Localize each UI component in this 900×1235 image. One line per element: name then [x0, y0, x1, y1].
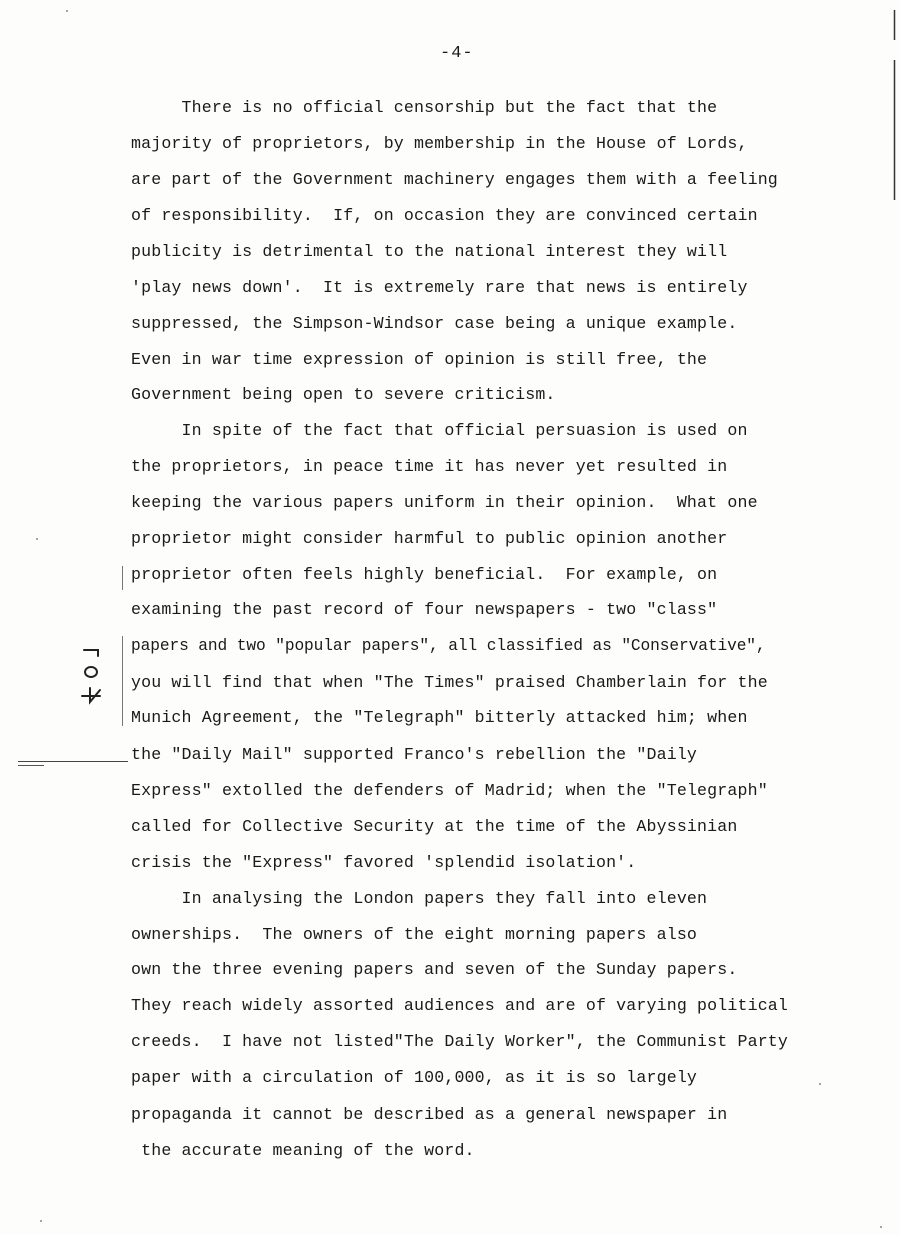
text-line: papers and two "popular papers", all classified as "Conservative",	[131, 637, 766, 655]
scan-speck	[880, 1226, 882, 1228]
text-line: examining the past record of four newspapers - two "class"	[131, 600, 718, 619]
text-line: creeds. I have not listed"The Daily Worker", the Communist Party	[131, 1032, 789, 1051]
text-line: Munich Agreement, the "Telegraph" bitterly attacked him; when	[131, 708, 748, 727]
margin-bar	[122, 636, 123, 726]
text-line: Government being open to severe criticism.	[131, 385, 556, 404]
text-line: you will find that when "The Times" praised Chamberlain for the	[131, 673, 768, 692]
scan-speck	[40, 1220, 42, 1222]
text-line: suppressed, the Simpson-Windsor case being a unique example.	[131, 314, 738, 333]
scan-edge	[893, 0, 896, 220]
text-line: paper with a circulation of 100,000, as it is so largely	[131, 1068, 698, 1087]
text-line: keeping the various papers uniform in their opinion. What one	[131, 493, 758, 512]
text-line: the accurate meaning of the word.	[131, 1141, 475, 1160]
text-line: propaganda it cannot be described as a general newspaper in	[131, 1105, 728, 1124]
scan-speck	[819, 1083, 821, 1085]
text-line: They reach widely assorted audiences and are of varying political	[131, 996, 789, 1015]
text-line: own the three evening papers and seven of the Sunday papers.	[131, 960, 738, 979]
text-line: proprietor might consider harmful to public opinion another	[131, 529, 728, 548]
text-line: In spite of the fact that official persuasion is used on	[131, 421, 748, 440]
text-line: 'play news down'. It is extremely rare that news is entirely	[131, 278, 748, 297]
text-line: called for Collective Security at the time of the Abyssinian	[131, 817, 738, 836]
text-line: majority of proprietors, by membership in the House of Lords,	[131, 134, 748, 153]
text-line: In analysing the London papers they fall into eleven	[131, 889, 708, 908]
text-line: ownerships. The owners of the eight morning papers also	[131, 925, 698, 944]
text-line: are part of the Government machinery engages them with a feeling	[131, 170, 778, 189]
text-line: the "Daily Mail" supported Franco's rebellion the "Daily	[131, 745, 698, 764]
text-line: the proprietors, in peace time it has never yet resulted in	[131, 457, 728, 476]
margin-rule	[18, 765, 44, 766]
text-line: There is no official censorship but the fact that the	[131, 98, 718, 117]
text-line: of responsibility. If, on occasion they are convinced certain	[131, 206, 758, 225]
scan-speck	[36, 538, 38, 540]
text-line: proprietor often feels highly beneficial. For example, on	[131, 565, 718, 584]
margin-bar	[122, 566, 123, 590]
margin-rule	[18, 761, 128, 762]
text-line: publicity is detrimental to the national interest they will	[131, 242, 728, 261]
text-line: Express" extolled the defenders of Madrid; when the "Telegraph"	[131, 781, 768, 800]
page-number: -4-	[440, 44, 474, 63]
scan-speck	[66, 10, 68, 12]
margin-annotation	[78, 646, 108, 710]
text-line: crisis the "Express" favored 'splendid isolation'.	[131, 853, 637, 872]
text-line: Even in war time expression of opinion is still free, the	[131, 350, 708, 369]
